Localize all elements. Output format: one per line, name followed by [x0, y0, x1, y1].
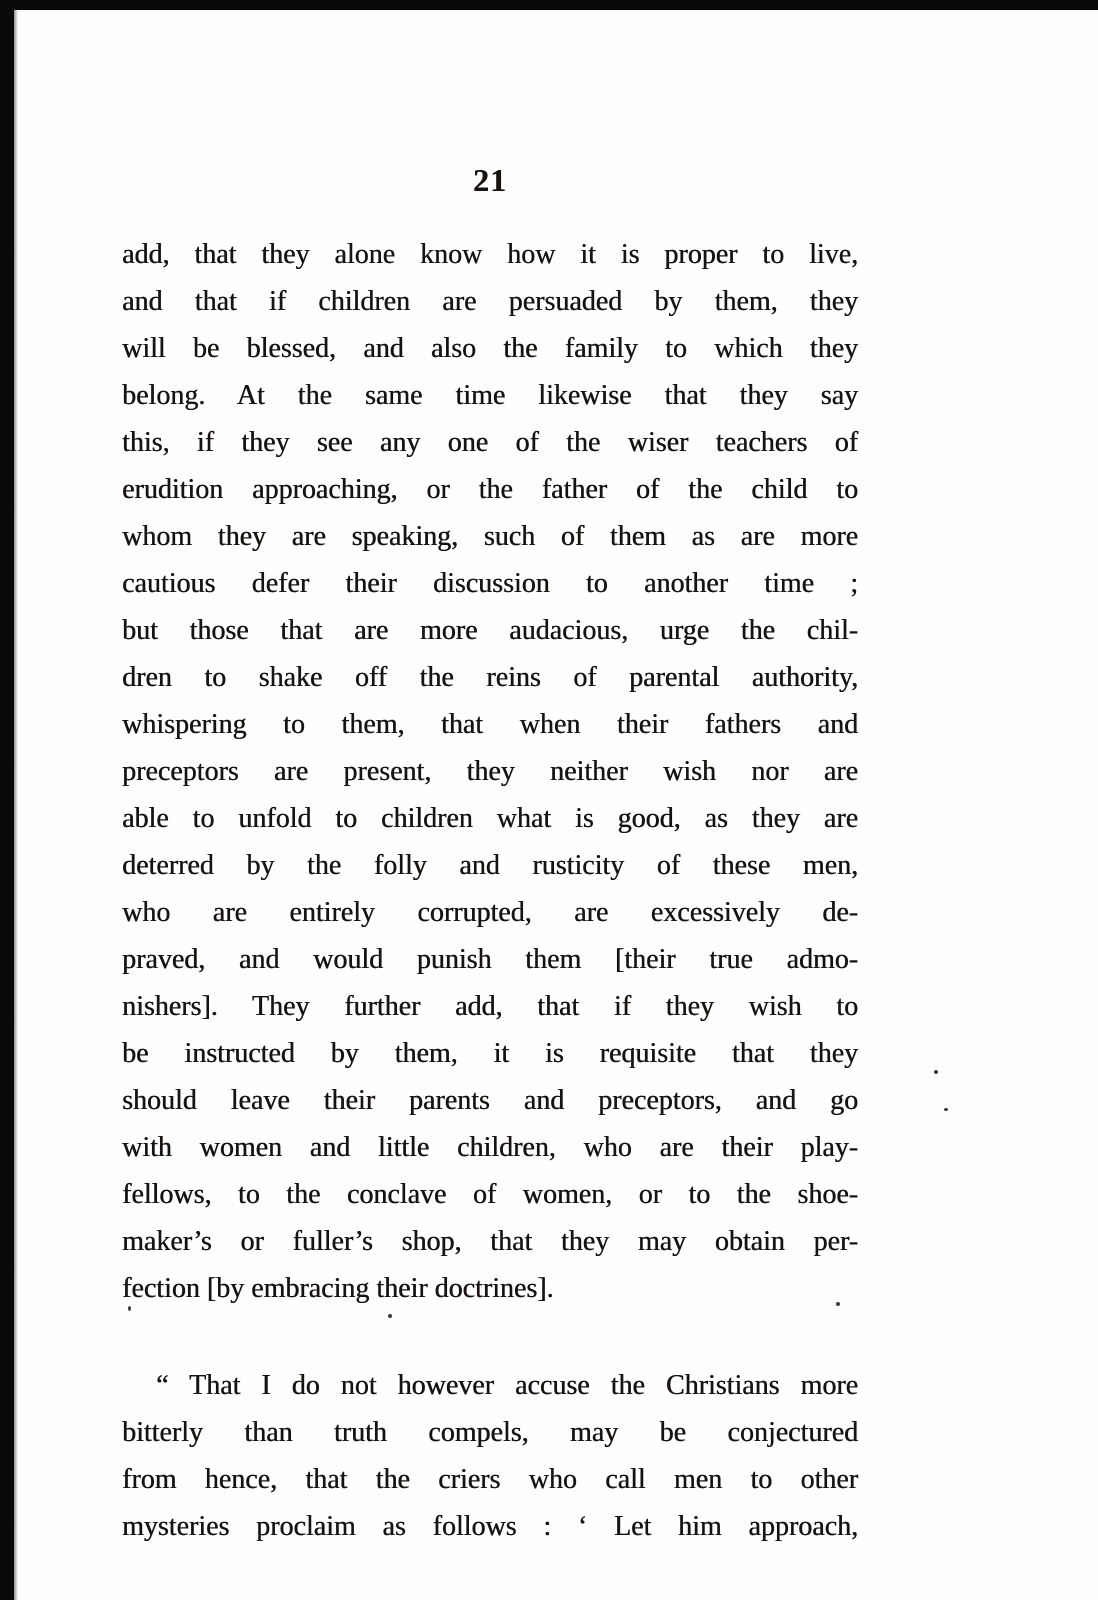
text-line: be instructed by them, it is requisite that they — [122, 1038, 858, 1069]
text-line: whispering to them, that when their fathers and — [122, 709, 858, 740]
text-line: bitterly than truth compels, may be conjectured — [122, 1417, 858, 1448]
text-line: nishers]. They further add, that if they wish to — [122, 991, 858, 1022]
text-line: this, if they see any one of the wiser teachers of — [122, 427, 858, 458]
scan-speck — [836, 1302, 840, 1306]
text-line: mysteries proclaim as follows : ‘ Let him approach, — [122, 1511, 858, 1542]
scan-edge-left — [0, 0, 14, 1600]
text-body — [122, 231, 858, 1550]
text-line: fellows, to the conclave of women, or to the shoe- — [122, 1179, 858, 1210]
text-line: fection [by embracing their doctrines]. — [122, 1273, 554, 1304]
text-line: “ That I do not however accuse the Christians more — [156, 1370, 858, 1401]
text-line: belong. At the same time likewise that they say — [122, 380, 858, 411]
page-number: 21 — [473, 162, 507, 198]
text-line: whom they are speaking, such of them as are more — [122, 521, 858, 552]
paragraph — [122, 231, 858, 1312]
page-content — [122, 0, 858, 1550]
text-line: add, that they alone know how it is proper to live, — [122, 239, 858, 270]
text-line: deterred by the folly and rusticity of these men, — [122, 850, 858, 881]
text-line: and that if children are persuaded by them, they — [122, 286, 858, 317]
scan-speck — [944, 1108, 948, 1111]
text-line: will be blessed, and also the family to which they — [122, 333, 858, 364]
paragraph — [122, 1362, 858, 1550]
text-line: should leave their parents and preceptors, and go — [122, 1085, 858, 1116]
text-line: praved, and would punish them [their true admo- — [122, 944, 858, 975]
text-line: preceptors are present, they neither wish nor are — [122, 756, 858, 787]
text-line: cautious defer their discussion to another time ; — [122, 568, 858, 599]
scan-speck — [388, 1314, 392, 1318]
text-line: dren to shake off the reins of parental authority, — [122, 662, 858, 693]
text-line: but those that are more audacious, urge the chil- — [122, 615, 858, 646]
scan-speck — [128, 1306, 131, 1311]
text-line: with women and little children, who are their play- — [122, 1132, 858, 1163]
text-line: from hence, that the criers who call men to other — [122, 1464, 858, 1495]
text-line: maker’s or fuller’s shop, that they may obtain per- — [122, 1226, 858, 1257]
text-line: erudition approaching, or the father of the child to — [122, 474, 858, 505]
scan-speck — [934, 1070, 938, 1074]
text-line: who are entirely corrupted, are excessively de- — [122, 897, 858, 928]
text-line: able to unfold to children what is good, as they are — [122, 803, 858, 834]
